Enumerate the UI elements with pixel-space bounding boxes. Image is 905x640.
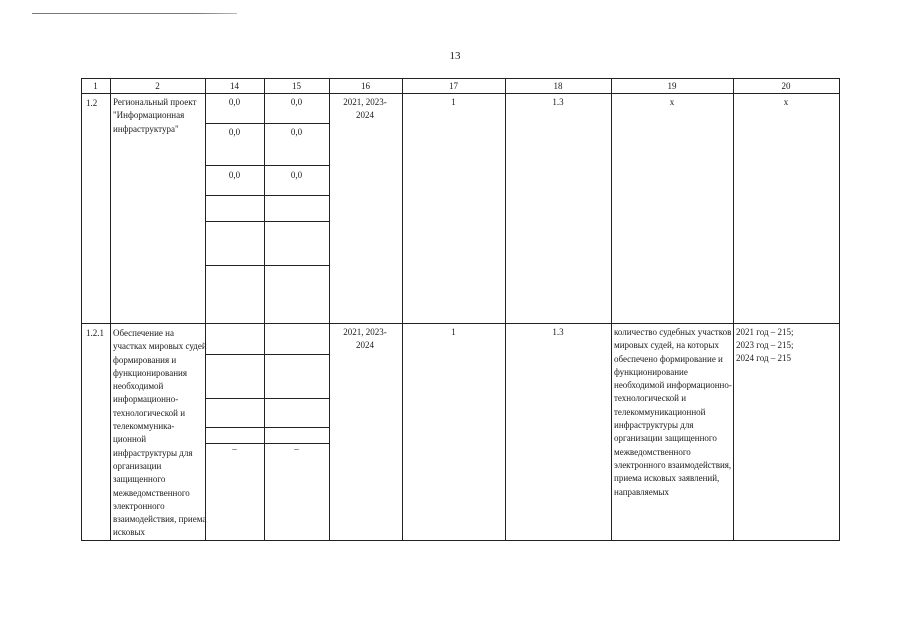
row1-col14-value: 0,0 [228,97,241,107]
header-bottom-border [81,93,839,94]
row2-col20-year-1: 2021 год – 215; [736,327,794,337]
col-border [611,78,612,541]
row1-col15-value: 0,0 [290,97,303,107]
row1-col14-value: 0,0 [228,127,241,137]
row1-col17: 1 [451,97,456,107]
row1-col14-value: 0,0 [228,170,241,180]
row2-col15-dash: – [294,444,299,454]
subrow-divider [205,427,329,428]
subrow-divider [205,265,329,266]
row1-period: 2021, 2023-2024 [343,97,387,121]
row1-col15-value: 0,0 [290,170,303,180]
col-border [839,78,840,541]
row2-name: Обеспечение на участках мировых судей формирования и функционирования необходимой информационно-технологической и телекоммуника-ционной инфраструктуры для организации защищенного межведомственного электронного взаимодействия, приема исковых [113,328,207,538]
header-col-20: 20 [781,81,791,91]
header-col-15: 15 [292,81,301,91]
row1-col18: 1.3 [552,97,564,107]
header-col-19: 19 [667,81,677,91]
subrow-divider [205,165,329,166]
row1-col20: x [783,97,789,107]
col-border [264,78,265,541]
header-col-14: 14 [230,81,239,91]
row1-col19: x [669,97,675,107]
row1-name: Региональный проект "Информационная инфраструктура" [113,97,197,134]
page-number: 13 [449,50,461,62]
subrow-divider [205,221,329,222]
col-border [505,78,506,541]
col-border [402,78,403,541]
row-divider [81,323,839,324]
row2-col18: 1.3 [552,327,564,337]
row2-number: 1.2.1 [86,328,104,338]
col-border [81,78,82,541]
row2-col19-indicator: количество судебных участков мировых судей, на которых обеспечено формирование и функционирование необходимой информационно-технологической и телекоммуникационной инфраструктуры для организации защищенного межведомственного электронного взаимодействия, приема исковых заявлений, направляемых [614,327,732,497]
row2-period: 2021, 2023-2024 [343,327,387,351]
header-col-16: 16 [361,81,370,91]
col-border [329,78,330,541]
row2-col20-year-2: 2023 год – 215; [736,340,794,350]
row2-col17: 1 [451,327,456,337]
row2-col14-dash: – [232,444,237,454]
subrow-divider [205,354,329,355]
subrow-divider [205,195,329,196]
header-col-2: 2 [155,81,160,91]
header-col-17: 17 [449,81,458,91]
col-border [110,78,111,541]
row1-number: 1.2 [86,98,98,108]
header-col-1: 1 [93,81,98,91]
row2-col20-year-3: 2024 год – 215 [736,353,792,363]
table-bottom-border [81,540,839,541]
subrow-divider [205,123,329,124]
subrow-divider [205,398,329,399]
row1-col15-value: 0,0 [290,127,303,137]
header-col-18: 18 [553,81,563,91]
col-border [733,78,734,541]
